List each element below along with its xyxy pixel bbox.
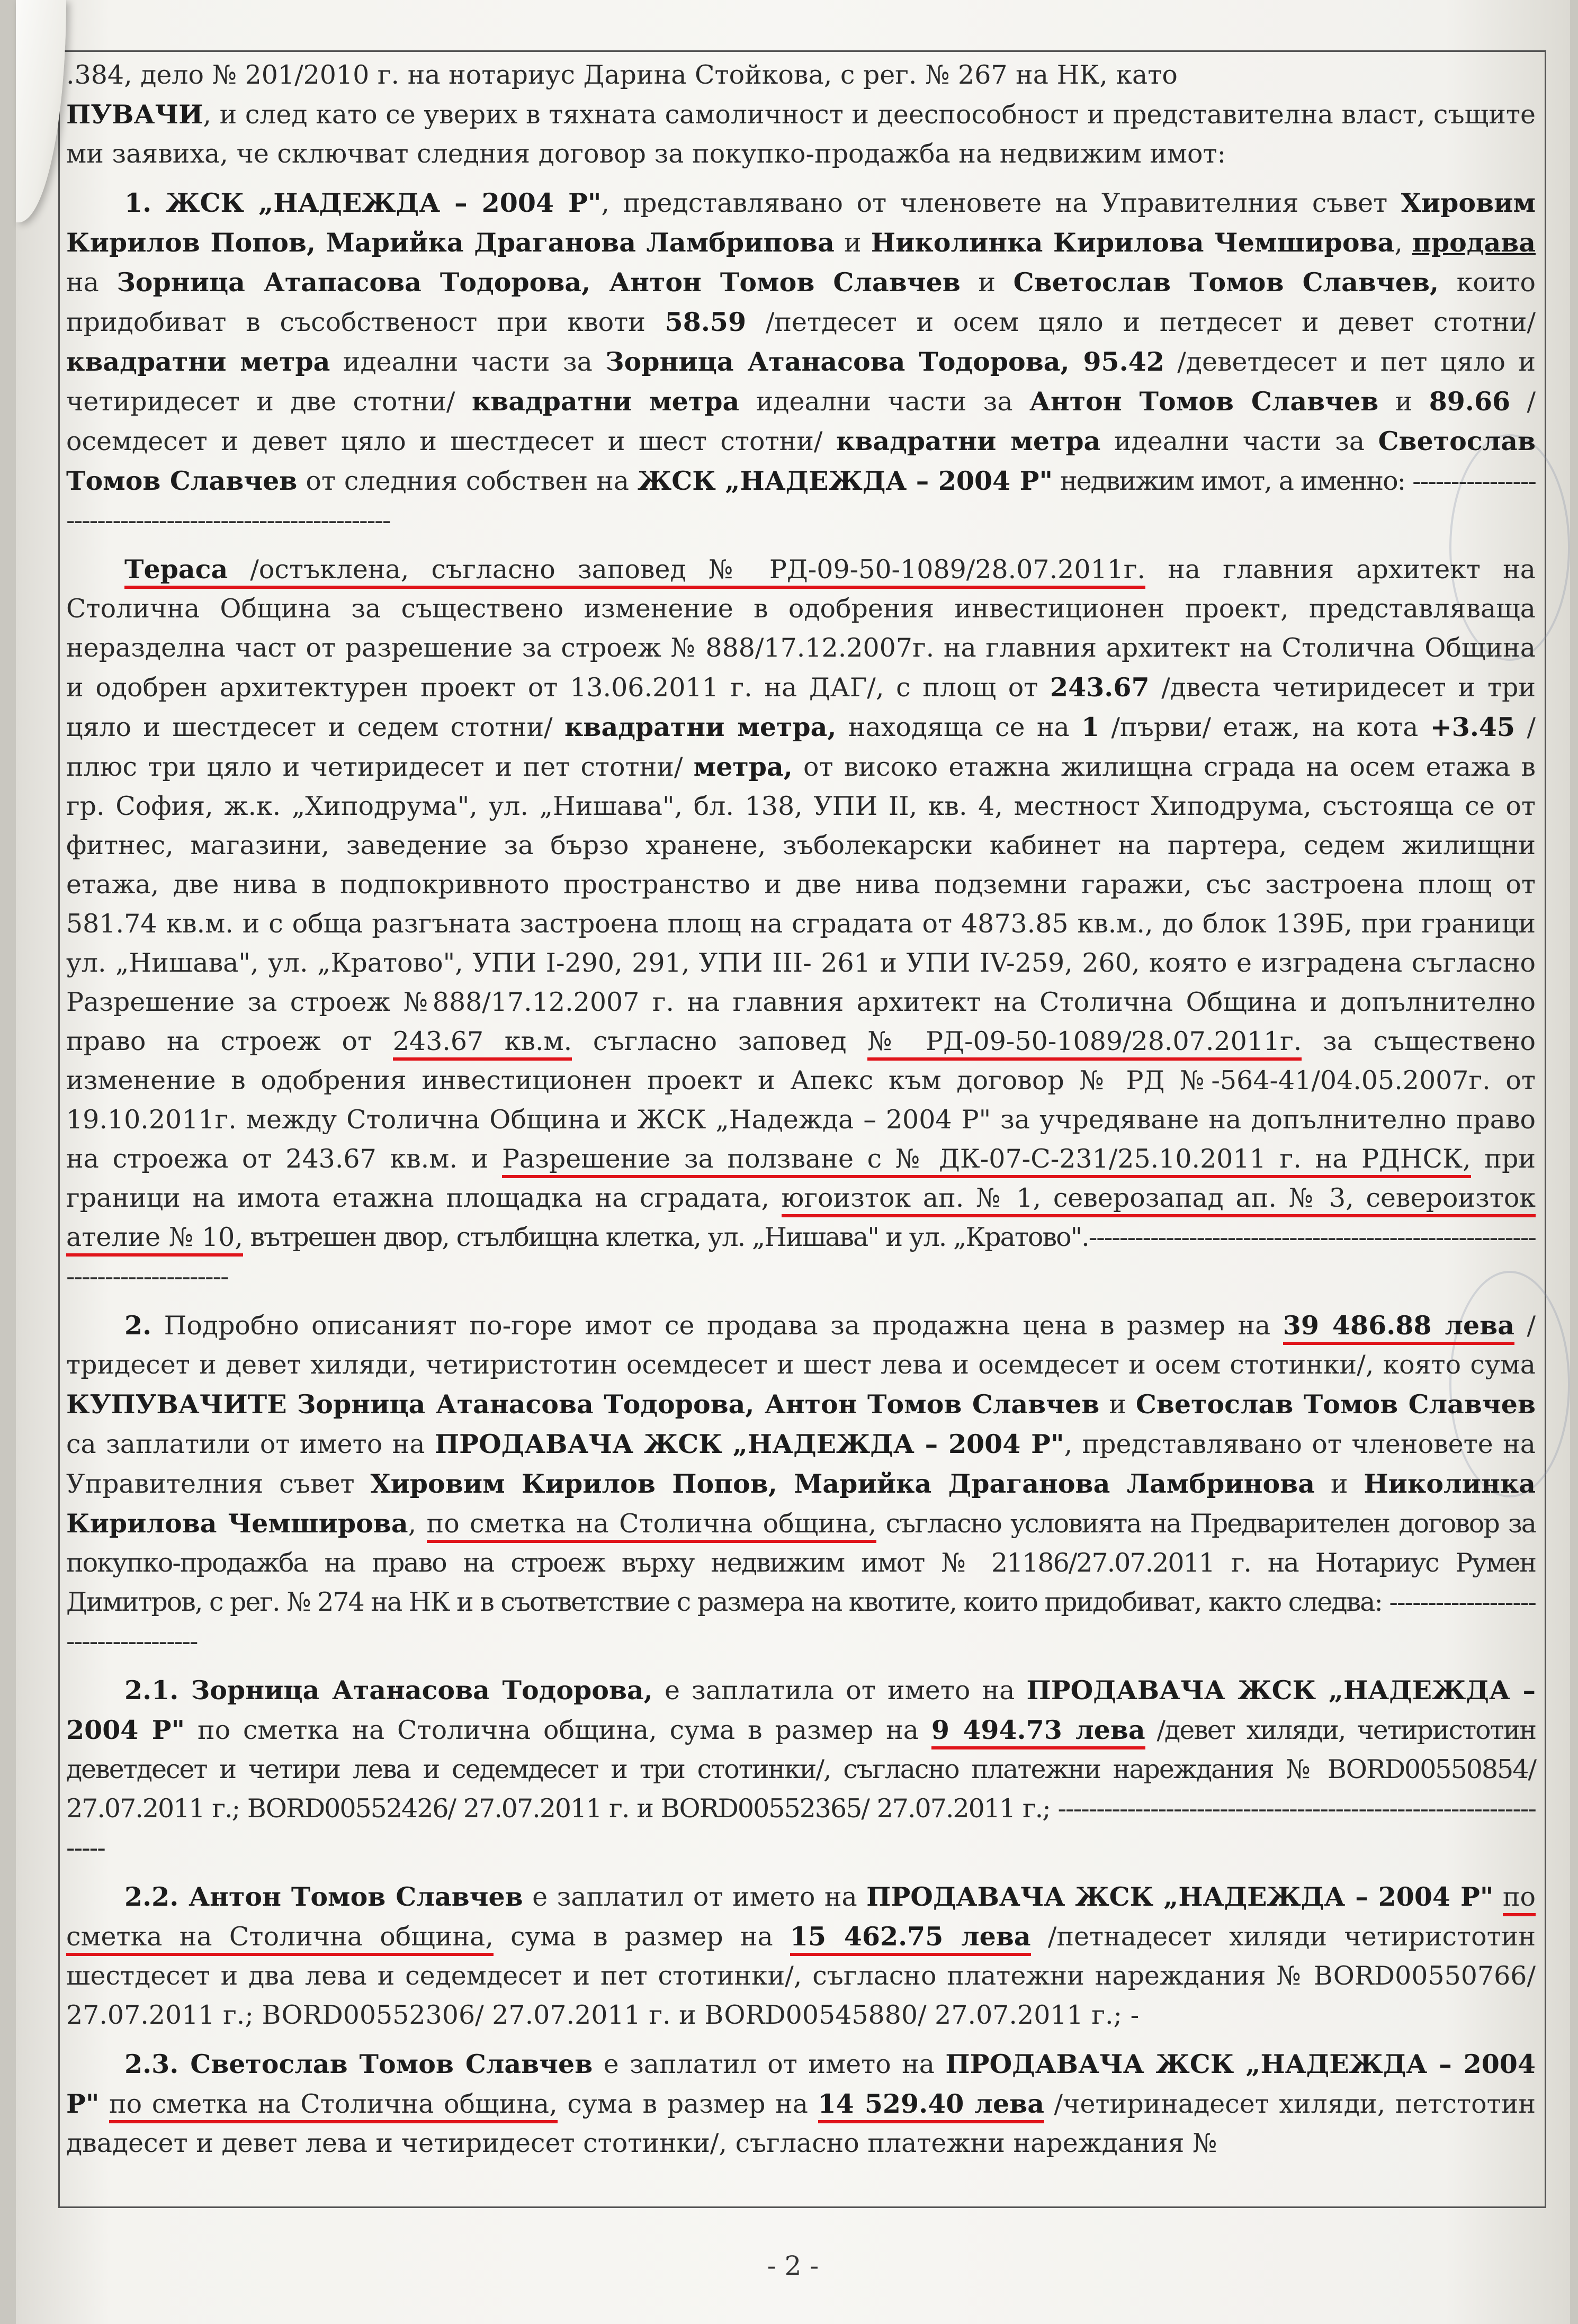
- account-highlight: по сметка на Столична община,: [66, 1882, 1536, 1956]
- sells-term: продава: [1412, 227, 1536, 258]
- terrace-term: Тераса: [124, 554, 228, 589]
- paragraph-2-2: 2.2. Антон Томов Славчев е заплатил от името на ПРОДАВАЧА ЖСК „НАДЕЖДА – 2004 Р" по сметка на Столична община, сума в размер на 15 462.75 лева /петнадесет хиляди четиристотин шестдесет и два лева и седемдесет и пет стотинки/, съгласно платежни нареждания № BORD00550766/ 27.07.2011 г.; BORD00552306/ 27.07.2011 г. и BORD00545880/ 27.07.2011 г.; -: [66, 1881, 1536, 2030]
- paragraph-2: 2. Подробно описаният по-горе имот се продава за продажна цена в размер на 39 486.88 лева /тридесет и девет хиляди, четиристотин осемдесет и шест лева и осемдесет и осем стотинки/, която сума КУПУВАЧИТЕ Зорница Атанасова Тодорова, Антон Томов Славчев и Светослав Томов Славчев са заплатили от името на ПРОДАВАЧА ЖСК „НАДЕЖДА – 2004 Р", представлявано от членовете на Управителния съвет Хировим Кирилов Попов, Марийка Драганова Ламбринова и Николинка Кирилова Чемширова, по сметка на Столична община, съгласно условията на Предварителен договор за покупко-продажба на право на строеж върху недвижим имот № 21186/27.07.2011 г. на Нотариус Румен Димитров, с рег. № 274 на НК и в съответствие с размера на квотите, които придобиват, както следва: ------------------------------------: [66, 1310, 1536, 1656]
- payment-sum-3: 14 529.40 лева: [818, 2088, 1044, 2123]
- payment-sum-2: 15 462.75 лева: [790, 1921, 1031, 1956]
- account-highlight: по сметка на Столична община,: [109, 2089, 558, 2123]
- document-body: [66, 56, 1536, 2163]
- paragraph-intro: .384, дело № 201/2010 г. на нотариус Дарина Стойкова, с рег. № 267 на НК, като ПУВАЧИ, и след като се уверих в тяхната самоличност и дееспособност и представителна власт, същите ми заявиха, че сключват следния договор за покупко-продажба на недвижим имот:: [66, 60, 1536, 169]
- paragraph-2-3: 2.3. Светослав Томов Славчев е заплатил от името на ПРОДАВАЧА ЖСК „НАДЕЖДА – 2004 Р" по сметка на Столична община, сума в размер на 14 529.40 лева /четиринадесет хиляди, петстотин двадесет и девет лева и четиридесет стотинки/, съгласно платежни нареждания №: [66, 2049, 1536, 2158]
- buyers-label: ПУВАЧИ: [66, 99, 203, 130]
- payment-sum-1: 9 494.73 лева: [931, 1715, 1145, 1749]
- sale-price: 39 486.88 лева: [1283, 1310, 1514, 1345]
- paragraph-1: 1. ЖСК „НАДЕЖДА – 2004 Р", представлявано от членовете на Управителния съвет Хировим Кирилов Попов, Марийка Драганова Ламбрипова и Николинка Кирилова Чемширова, продава на Зорница Атапасова Тодорова, Антон Томов Славчев и Светослав Томов Славчев, които придобиват в съсобственост при квоти 58.59 /петдесет и осем цяло и петдесет и девет стотни/ квадратни метра идеални части за Зорница Атанасова Тодорова, 95.42 /деветдесет и пет цяло и четиридесет и две стотни/ квадратни метра идеални части за Антон Томов Славчев и 89.66 /осемдесет и девет цяло и шестдесет и шест стотни/ квадратни метра идеални части за Светослав Томов Славчев от следния собствен на ЖСК „НАДЕЖДА – 2004 Р" недвижим имот, а именно: ----------------------------------------------------------: [66, 187, 1536, 535]
- page-number: - 2 -: [767, 2250, 819, 2281]
- use-permit: Разрешение за ползване с № ДК-07-С-231/25.10.2011 г. на РДНСК,: [502, 1144, 1471, 1178]
- paragraph-2-1: 2.1. Зорница Атанасова Тодорова, е заплатила от името на ПРОДАВАЧА ЖСК „НАДЕЖДА – 2004 Р" по сметка на Столична община, сума в размер на 9 494.73 лева /девет хиляди, четиристотин деветдесет и четири лева и седемдесет и три стотинки/, съгласно платежни нареждания № BORD00550854/ 27.07.2011 г.; BORD00552426/ 27.07.2011 г. и BORD00552365/ 27.07.2011 г.; -------------------------------------------------------------------: [66, 1675, 1536, 1863]
- order-number-2: № РД-09-50-1089/28.07.2011г.: [867, 1026, 1302, 1061]
- document-page: [16, 0, 1570, 2324]
- order-number: № РД-09-50-1089/28.07.2011г.: [709, 554, 1145, 589]
- account-highlight: по сметка на Столична община,: [427, 1509, 877, 1543]
- property-bounds: югоизток ап. № 1, северозапад ап. № 3, североизток ателие № 10,: [66, 1183, 1536, 1257]
- area-highlight: 243.67 кв.м.: [393, 1026, 572, 1061]
- paragraph-terrace: Тераса /остъклена, съгласно заповед № РД-09-50-1089/28.07.2011г. на главния архитект на Столична Община за съществено изменение в одобрения инвестиционен проект, представляваща неразделна част от разрешение за строеж № 888/17.12.2007г. на главния архитект на Столична Община и одобрен архитектурен проект от 13.06.2011 г. на ДАГ/, с площ от 243.67 /двеста четиридесет и три цяло и шестдесет и седем стотни/ квадратни метра, находяща се на 1 /първи/ етаж, на кота +3.45 /плюс три цяло и четиридесет и пет стотни/ метра, от високо етажна жилищна сграда на осем етажа в гр. София, ж.к. „Хиподрума", ул. „Нишава", бл. 138, УПИ II, кв. 4, местност Хиподрума, състояща се от фитнес, магазини, заведение за бързо хранене, зъболекарски кабинет на партера, седем жилищни етажа, две нива в подпокривното пространство и две нива подземни гаражи, със застроена площ от 581.74 кв.м. и с обща разгъната застроена площ на сградата от 4873.85 кв.м., до блок 139Б, при граници ул. „Нишава", ул. „Кратово", УПИ I-290, 291, УПИ III- 261 и УПИ IV-259, 260, която е изградена съгласно Разрешение за строеж №888/17.12.2007 г. на главния архитект на Столична Община и допълнително право на строеж от 243.67 кв.м. съгласно заповед № РД-09-50-1089/28.07.2011г. за съществено изменение в одобрения инвестиционен проект и Апекс към договор № РД №-564-41/04.05.2007г. от 19.10.2011г. между Столична Община и ЖСК „Надежда – 2004 Р" за учредяване на допълнително право на строежа от 243.67 кв.м. и Разрешение за ползване с № ДК-07-С-231/25.10.2011 г. на РДНСК, при граници на имота етажна площадка на сградата, югоизток ап. № 1, северозапад ап. № 3, североизток ателие № 10, вътрешен двор, стълбищна клетка, ул. „Нишава" и ул. „Кратово".-------------------------------------------------------------------------------: [66, 554, 1536, 1291]
